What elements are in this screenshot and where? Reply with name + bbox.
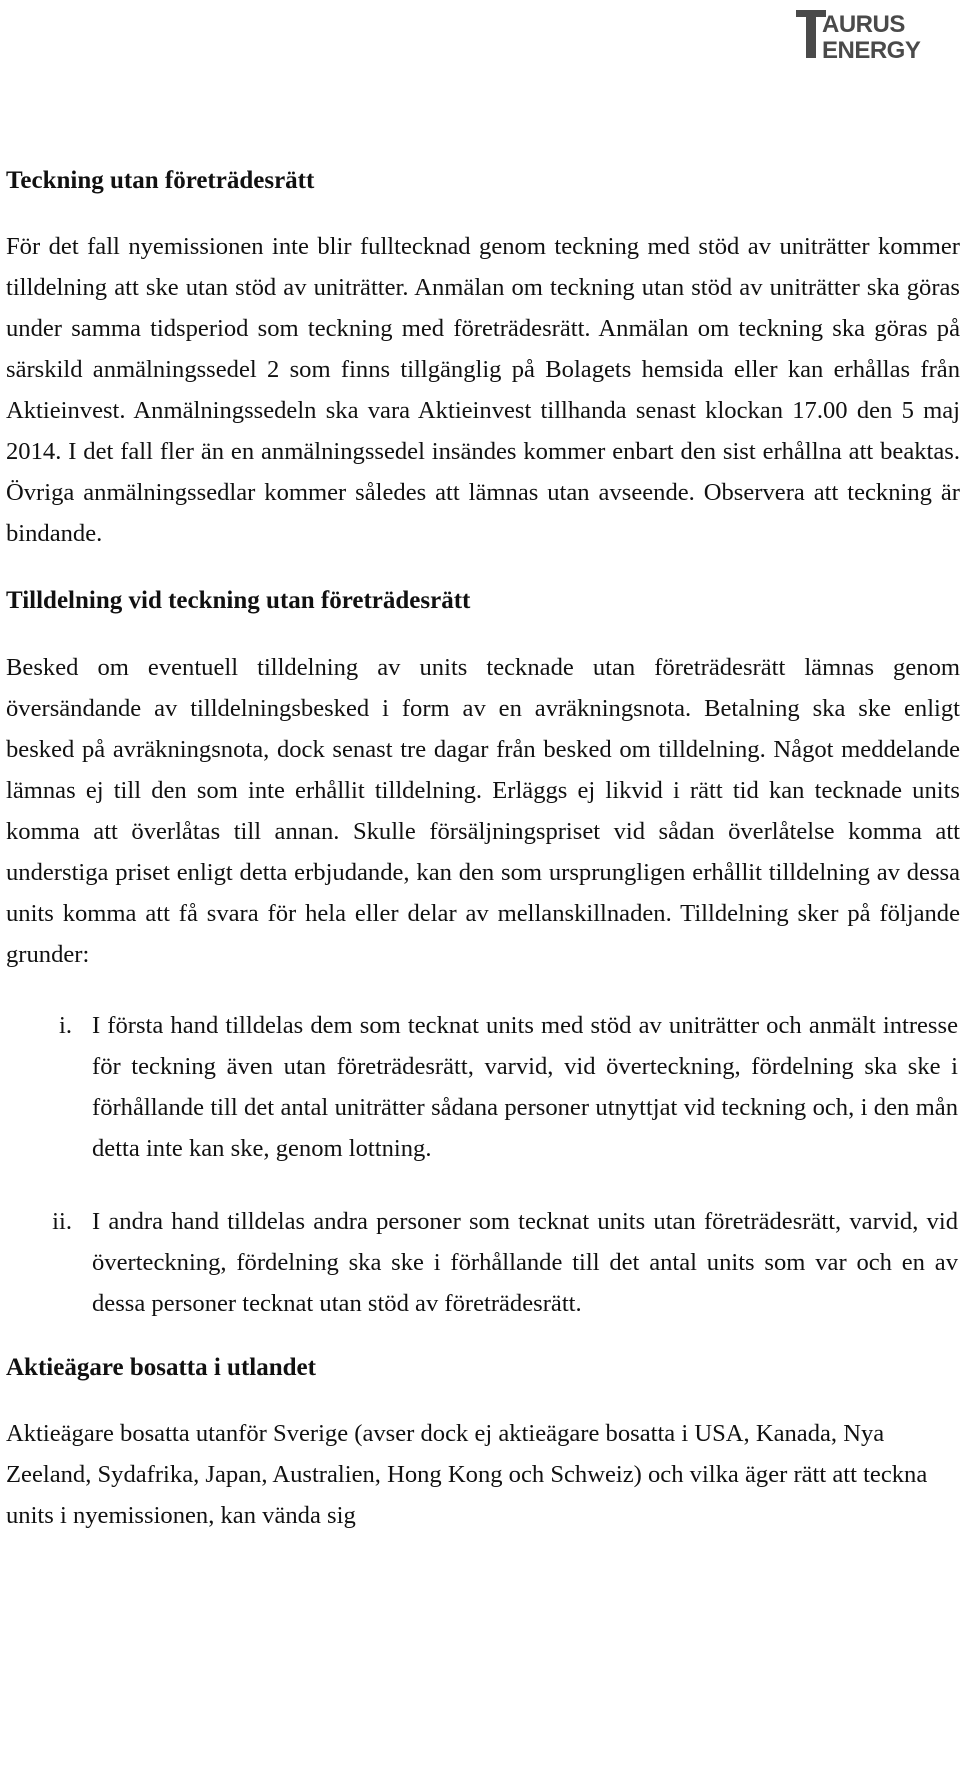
section-heading: Tilldelning vid teckning utan företrädesrätt (6, 587, 471, 614)
section-paragraph: Aktieägare bosatta utanför Sverige (avser dock ej aktieägare bosatta i USA, Kanada, Nya Zeeland, Sydafrika, Japan, Australien, Hong Kong och Schweiz) och vilka äger rätt att teckna units i nyemissionen, kan vända sig (6, 1420, 928, 1529)
section-paragraph: Besked om eventuell tilldelning av units tecknade utan företrädesrätt lämnas genom översändande av tilldelningsbesked i form av en avräkningsnota. Betalning ska ske enligt besked på avräkningsnota, dock senast tre dagar från besked om tilldelning. Något meddelande lämnas ej till den som inte erhållit tilldelning. Erläggs ej likvid i rätt tid kan tecknade units komma att överlåtas till annan. Skulle försäljningspriset vid sådan överlåtelse komma att understiga priset enligt detta erbjudande, kan den som ursprungligen erhållit tilldelning av dessa units komma att få svara för hela eller delar av mellanskillnaden. Tilldelning sker på följande grunder: (6, 654, 960, 968)
svg-text:AURUS: AURUS (822, 11, 905, 38)
list-item-text: I andra hand tilldelas andra personer som tecknat units utan företrädesrätt, varvid, vid överteckning, fördelning ska ske i förhållande till det antal units som var och en av dessa personer tecknat utan stöd av företrädesrätt. (92, 1208, 958, 1317)
allocation-list (6, 1005, 960, 1324)
document-body (6, 160, 960, 1536)
list-item (6, 1201, 960, 1324)
section-heading: Aktieägare bosatta i utlandet (6, 1354, 316, 1381)
list-marker: ii. (52, 1208, 72, 1235)
taurus-energy-logo (794, 6, 944, 66)
list-item (6, 1005, 960, 1169)
list-marker: i. (59, 1012, 72, 1039)
svg-text:ENERGY: ENERGY (822, 37, 921, 64)
section-heading: Teckning utan företrädesrätt (6, 167, 315, 194)
list-item-text: I första hand tilldelas dem som tecknat units med stöd av uniträtter och anmält intresse för teckning även utan företrädesrätt, varvid, vid överteckning, fördelning ska ske i förhållande till det antal uniträtter sådana personer utnyttjat vid teckning och, i den mån detta inte kan ske, genom lottning. (92, 1012, 958, 1162)
section-paragraph: För det fall nyemissionen inte blir fulltecknad genom teckning med stöd av uniträtter kommer tilldelning att ske utan stöd av uniträtter. Anmälan om teckning utan stöd av uniträtter ska göras under samma tidsperiod som teckning med företrädesrätt. Anmälan om teckning ska göras på särskild anmälningssedel 2 som finns tillgänglig på Bolagets hemsida eller kan erhållas från Aktieinvest. Anmälningssedeln ska vara Aktieinvest tillhanda senast klockan 17.00 den 5 maj 2014. I det fall fler än en anmälningssedel insändes kommer enbart den sist erhållna att beaktas. Övriga anmälningssedlar kommer således att lämnas utan avseende. Observera att teckning är bindande. (6, 233, 960, 547)
